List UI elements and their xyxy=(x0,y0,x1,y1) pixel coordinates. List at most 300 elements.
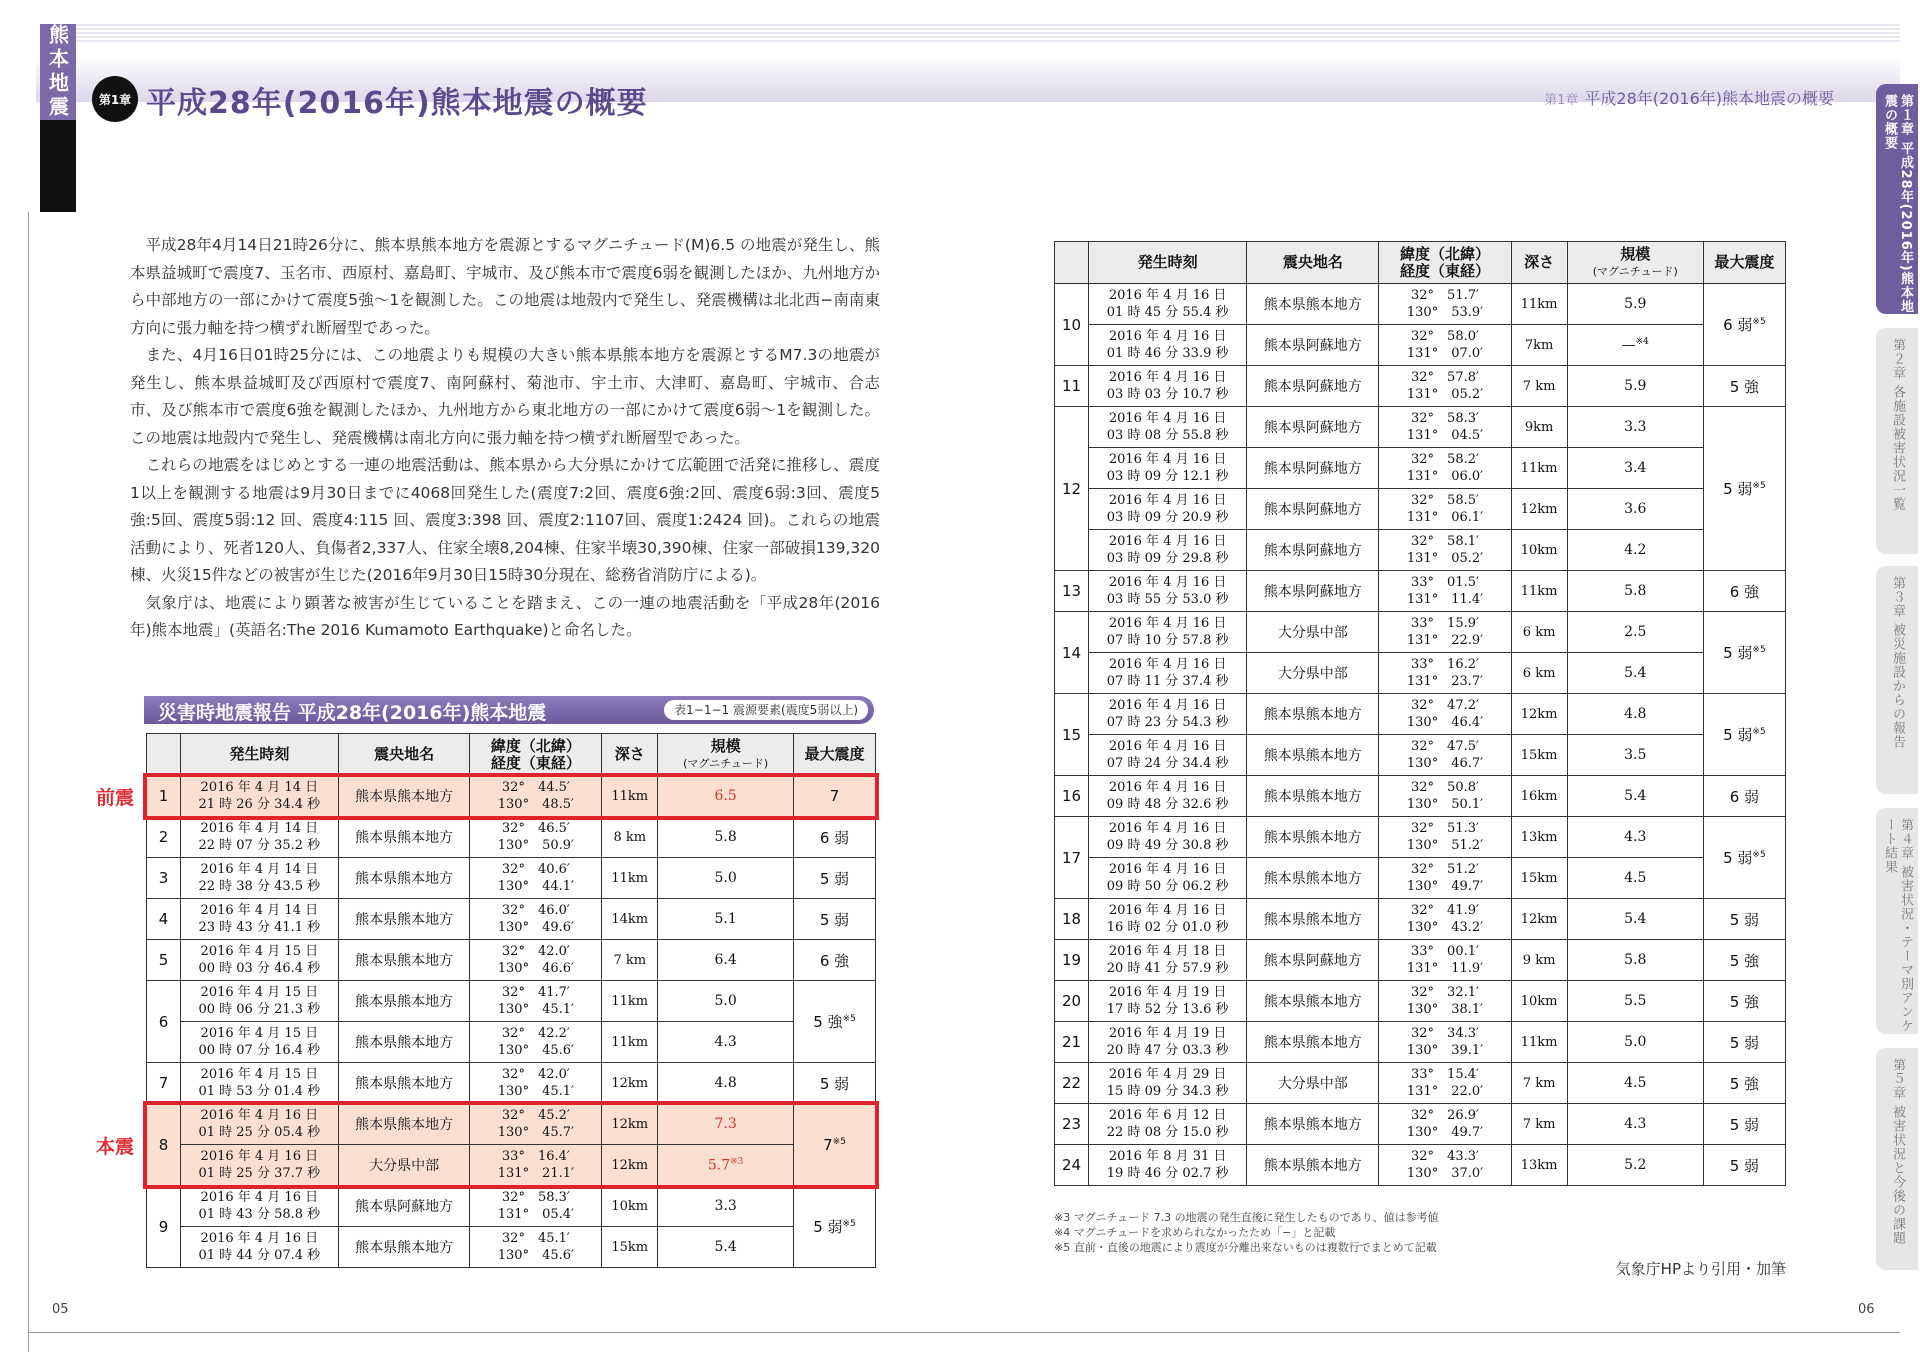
depth-cell: 11km xyxy=(1511,448,1567,489)
col-coord xyxy=(1379,242,1511,284)
intensity-value: 7 xyxy=(823,1135,833,1154)
lat-text: 32° 51.3′ xyxy=(1411,821,1479,836)
coord-cell xyxy=(470,899,602,940)
table-row xyxy=(1055,858,1786,899)
place-cell: 熊本県阿蘇地方 xyxy=(1247,530,1379,571)
lon-text: 131° 23.7′ xyxy=(1406,674,1484,689)
clock-text: 01 時 46 分 33.9 秒 xyxy=(1106,346,1229,361)
depth-cell: 7 km xyxy=(602,940,658,981)
magnitude-cell xyxy=(1567,571,1703,612)
magnitude-cell xyxy=(1567,899,1703,940)
intensity-value: 5 弱 xyxy=(819,910,850,929)
magnitude-value: 3.5 xyxy=(1624,747,1647,763)
earthquake-table-left xyxy=(146,733,876,1268)
col-mag xyxy=(658,734,794,776)
lon-text: 130° 39.1′ xyxy=(1406,1043,1484,1058)
date-text: 2016 年 4 月 16 日 xyxy=(1108,411,1227,426)
date-text: 2016 年 4 月 16 日 xyxy=(1108,329,1227,344)
clock-text: 17 時 52 分 13.6 秒 xyxy=(1106,1002,1229,1017)
magnitude-cell xyxy=(658,899,794,940)
table-banner xyxy=(144,696,874,724)
lon-text: 130° 51.2′ xyxy=(1406,838,1484,853)
magnitude-value: 6.4 xyxy=(714,952,737,968)
clock-text: 00 時 03 分 46.4 秒 xyxy=(198,961,321,976)
date-text: 2016 年 4 月 16 日 xyxy=(1108,657,1227,672)
note-line: ※4 マグニチュードを求められなかったため「−」と記載 xyxy=(1054,1226,1336,1239)
table-row xyxy=(1055,653,1786,694)
magnitude-value: 5.8 xyxy=(714,829,737,845)
lon-text: 130° 46.6′ xyxy=(497,961,574,976)
date-text: 2016 年 4 月 19 日 xyxy=(1108,1026,1227,1041)
chapter-tab-label: 第３章 被災施設からの報告 xyxy=(1890,576,1905,750)
coord-cell xyxy=(470,1186,602,1227)
col-depth: 深さ xyxy=(602,734,658,776)
coord-cell xyxy=(1379,899,1511,940)
intensity-note: ※5 xyxy=(1752,481,1766,491)
table-row xyxy=(147,899,876,940)
clock-text: 01 時 53 分 01.4 秒 xyxy=(198,1084,321,1099)
table-row xyxy=(1055,694,1786,735)
table-row xyxy=(1055,448,1786,489)
table-row xyxy=(147,1022,876,1063)
lat-text: 33° 01.5′ xyxy=(1411,575,1479,590)
lat-text: 33° 15.9′ xyxy=(1411,616,1479,631)
magnitude-value: 5.0 xyxy=(714,993,737,1009)
clock-text: 09 時 50 分 06.2 秒 xyxy=(1106,879,1229,894)
event-number: 13 xyxy=(1055,571,1089,612)
lat-text: 32° 45.2′ xyxy=(501,1108,570,1123)
place-cell: 熊本県阿蘇地方 xyxy=(1247,489,1379,530)
clock-text: 03 時 55 分 53.0 秒 xyxy=(1106,592,1229,607)
place-cell: 大分県中部 xyxy=(1247,1063,1379,1104)
chapter-tab-label: 第５章 被害状況と今後の課題 xyxy=(1890,1058,1905,1246)
intensity-value: 6 弱 xyxy=(819,828,850,847)
clock-text: 07 時 11 分 37.4 秒 xyxy=(1106,674,1229,689)
place-cell: 熊本県阿蘇地方 xyxy=(1247,571,1379,612)
clock-text: 07 時 24 分 34.4 秒 xyxy=(1106,756,1229,771)
time-cell xyxy=(1089,1063,1247,1104)
place-cell: 熊本県熊本地方 xyxy=(1247,1104,1379,1145)
clock-text: 15 時 09 分 34.3 秒 xyxy=(1106,1084,1229,1099)
lat-text: 32° 42.2′ xyxy=(501,1026,570,1041)
lon-text: 130° 46.4′ xyxy=(1406,715,1484,730)
date-text: 2016 年 4 月 14 日 xyxy=(200,862,319,877)
intensity-cell xyxy=(1703,981,1785,1022)
coord-cell xyxy=(1379,1022,1511,1063)
intro-paragraph: これらの地震をはじめとする一連の地震活動は、熊本県から大分県にかけて広範囲で活発に推移し、震度1以上を観測する地震は9月30日までに4068回発生した(震度7:2回、震度6強:2回、震度6弱:3回、震度5強:5回、震度5弱:12 回、震度4:115 回、震度3:398 回、震度2:1107回、震度1:2424 回)。これらの地震活動により、死者120人、負傷者2,337人、住家全壊8,204棟、住家半壊30,390棟、住家一部破損139,320棟、火災15件などの被害が生じた(2016年9月30日15時30分現在、総務省消防庁による)。 xyxy=(130,456,880,584)
intensity-cell xyxy=(794,1104,876,1186)
date-text: 2016 年 4 月 16 日 xyxy=(1108,452,1227,467)
intensity-cell xyxy=(1703,1145,1785,1186)
col-lat: 緯度（北緯） xyxy=(490,736,581,755)
table-row xyxy=(147,940,876,981)
magnitude-cell xyxy=(1567,981,1703,1022)
event-number: 17 xyxy=(1055,817,1089,899)
lat-text: 32° 46.0′ xyxy=(501,903,570,918)
time-cell xyxy=(180,858,338,899)
lon-text: 130° 45.7′ xyxy=(497,1125,574,1140)
clock-text: 03 時 09 分 12.1 秒 xyxy=(1106,469,1229,484)
lon-text: 130° 50.9′ xyxy=(497,838,574,853)
lon-text: 131° 21.1′ xyxy=(497,1166,574,1181)
date-text: 2016 年 4 月 14 日 xyxy=(200,903,319,918)
chapter-tab-1[interactable] xyxy=(1876,84,1918,314)
col-intensity: 最大震度 xyxy=(794,734,876,776)
chapter-tab-2[interactable] xyxy=(1876,328,1918,554)
lon-text: 131° 11.4′ xyxy=(1406,592,1484,607)
table-row xyxy=(1055,1063,1786,1104)
place-cell: 大分県中部 xyxy=(1247,653,1379,694)
place-cell: 熊本県熊本地方 xyxy=(1247,284,1379,325)
magnitude-value: 5.2 xyxy=(1624,1157,1647,1173)
magnitude-cell xyxy=(1567,284,1703,325)
depth-cell: 12km xyxy=(1511,694,1567,735)
depth-cell: 10km xyxy=(1511,530,1567,571)
coord-cell xyxy=(1379,325,1511,366)
clock-text: 23 時 43 分 41.1 秒 xyxy=(198,920,321,935)
col-mag xyxy=(1567,242,1703,284)
intensity-cell xyxy=(794,981,876,1063)
magnitude-cell xyxy=(658,1022,794,1063)
lat-text: 32° 47.5′ xyxy=(1411,739,1479,754)
date-text: 2016 年 4 月 19 日 xyxy=(1108,985,1227,1000)
coord-cell xyxy=(470,817,602,858)
clock-text: 03 時 09 分 20.9 秒 xyxy=(1106,510,1229,525)
lon-text: 131° 11.9′ xyxy=(1406,961,1484,976)
depth-cell: 12km xyxy=(602,1145,658,1186)
lat-text: 32° 51.2′ xyxy=(1411,862,1479,877)
intensity-value: 5 強 xyxy=(1729,377,1760,396)
table-row xyxy=(1055,571,1786,612)
magnitude-value: 5.8 xyxy=(1624,952,1647,968)
earthquake-table-right xyxy=(1054,241,1786,1186)
lon-text: 131° 05.4′ xyxy=(497,1207,574,1222)
running-head xyxy=(1544,86,1834,109)
clock-text: 20 時 47 分 03.3 秒 xyxy=(1106,1043,1229,1058)
lat-text: 32° 41.7′ xyxy=(501,985,570,1000)
time-cell xyxy=(180,776,338,817)
event-number: 9 xyxy=(147,1186,181,1268)
intensity-cell xyxy=(794,899,876,940)
place-cell: 熊本県熊本地方 xyxy=(1247,735,1379,776)
chapter-tab-3[interactable] xyxy=(1876,566,1918,794)
col-mag-label: 規模 xyxy=(1620,244,1651,263)
time-cell xyxy=(1089,776,1247,817)
event-number: 18 xyxy=(1055,899,1089,940)
time-cell xyxy=(1089,899,1247,940)
magnitude-cell xyxy=(658,1104,794,1145)
coord-cell xyxy=(1379,776,1511,817)
depth-cell: 7km xyxy=(1511,325,1567,366)
intensity-cell xyxy=(794,1186,876,1268)
col-place: 震央地名 xyxy=(1247,242,1379,284)
table-row xyxy=(1055,612,1786,653)
clock-text: 22 時 38 分 43.5 秒 xyxy=(198,879,321,894)
lon-text: 130° 45.1′ xyxy=(497,1084,574,1099)
place-cell: 熊本県熊本地方 xyxy=(1247,1145,1379,1186)
lat-text: 32° 40.6′ xyxy=(501,862,570,877)
date-text: 2016 年 4 月 16 日 xyxy=(1108,739,1227,754)
intensity-note: ※5 xyxy=(832,1136,846,1147)
magnitude-value: 4.2 xyxy=(1624,542,1647,558)
intensity-value: 6 強 xyxy=(819,951,850,970)
table-row xyxy=(1055,981,1786,1022)
magnitude-value: 4.5 xyxy=(1624,870,1647,886)
intensity-note: ※5 xyxy=(1752,645,1766,655)
magnitude-value: 5.9 xyxy=(1624,378,1647,394)
date-text: 2016 年 4 月 16 日 xyxy=(200,1231,319,1246)
magnitude-cell xyxy=(1567,407,1703,448)
magnitude-value: 5.4 xyxy=(1624,911,1647,927)
place-cell: 熊本県熊本地方 xyxy=(338,817,470,858)
coord-cell xyxy=(470,1145,602,1186)
depth-cell: 13km xyxy=(1511,1145,1567,1186)
clock-text: 07 時 10 分 57.8 秒 xyxy=(1106,633,1229,648)
event-number: 12 xyxy=(1055,407,1089,571)
lon-text: 130° 49.6′ xyxy=(497,920,574,935)
event-number: 14 xyxy=(1055,612,1089,694)
coord-cell xyxy=(1379,284,1511,325)
depth-cell: 11km xyxy=(1511,1022,1567,1063)
magnitude-cell xyxy=(1567,366,1703,407)
coord-cell xyxy=(1379,981,1511,1022)
clock-text: 07 時 23 分 54.3 秒 xyxy=(1106,715,1229,730)
intensity-value: 5 弱 xyxy=(1723,644,1753,662)
depth-cell: 8 km xyxy=(602,817,658,858)
magnitude-cell xyxy=(1567,489,1703,530)
chapter-tab-label: 第４章 被害状況・テーマ別アンケート結果 xyxy=(1882,818,1913,1034)
time-cell xyxy=(180,940,338,981)
coord-cell xyxy=(470,776,602,817)
table-row xyxy=(147,858,876,899)
date-text: 2016 年 4 月 16 日 xyxy=(1108,493,1227,508)
event-number: 4 xyxy=(147,899,181,940)
time-cell xyxy=(1089,325,1247,366)
time-cell xyxy=(1089,1022,1247,1063)
date-text: 2016 年 4 月 16 日 xyxy=(1108,903,1227,918)
coord-cell xyxy=(1379,1063,1511,1104)
time-cell xyxy=(180,1063,338,1104)
event-number: 1 xyxy=(147,776,181,817)
place-cell: 熊本県阿蘇地方 xyxy=(1247,940,1379,981)
magnitude-cell xyxy=(1567,612,1703,653)
intensity-cell xyxy=(1703,366,1785,407)
lat-text: 32° 58.2′ xyxy=(1411,452,1479,467)
magnitude-cell xyxy=(1567,694,1703,735)
intro-paragraph: 平成28年4月14日21時26分に、熊本県熊本地方を震源とするマグニチュード(M)6.5 の地震が発生し、熊本県益城町で震度7、玉名市、西原村、嘉島町、宇城市、及び熊本市で震度6弱を観測したほか、九州地方から中部地方の一部にかけて震度5強〜1を観測した。この地震は地殻内で発生し、発震機構は北北西−南南東方向に張力軸を持つ横ずれ断層型であった。 xyxy=(130,236,880,337)
lon-text: 130° 44.1′ xyxy=(497,879,574,894)
place-cell: 熊本県熊本地方 xyxy=(1247,899,1379,940)
magnitude-cell xyxy=(1567,1022,1703,1063)
lon-text: 130° 43.2′ xyxy=(1406,920,1484,935)
intensity-cell xyxy=(794,940,876,981)
col-lon: 経度（東経） xyxy=(490,753,581,772)
magnitude-cell xyxy=(658,858,794,899)
lat-text: 32° 34.3′ xyxy=(1411,1026,1479,1041)
lat-text: 33° 00.1′ xyxy=(1411,944,1479,959)
date-text: 2016 年 4 月 16 日 xyxy=(1108,288,1227,303)
place-cell: 熊本県熊本地方 xyxy=(338,1063,470,1104)
place-cell: 熊本県阿蘇地方 xyxy=(338,1186,470,1227)
depth-cell: 9 km xyxy=(1511,940,1567,981)
intensity-value: 5 強 xyxy=(1729,1074,1760,1093)
table-row xyxy=(1055,407,1786,448)
col-mag-sub: (マグニチュード) xyxy=(1592,264,1678,278)
table-row xyxy=(1055,899,1786,940)
intensity-cell xyxy=(794,1063,876,1104)
lon-text: 131° 04.5′ xyxy=(1406,428,1484,443)
magnitude-value: 3.3 xyxy=(714,1198,737,1214)
table-header-row xyxy=(147,734,876,776)
lat-text: 32° 46.5′ xyxy=(501,821,570,836)
clock-text: 01 時 45 分 55.4 秒 xyxy=(1106,305,1229,320)
intensity-value: 5 弱 xyxy=(813,1218,843,1236)
magnitude-cell xyxy=(1567,448,1703,489)
lat-text: 32° 58.5′ xyxy=(1411,493,1479,508)
table-row xyxy=(147,1186,876,1227)
magnitude-value: 2.5 xyxy=(1624,624,1647,640)
event-number: 16 xyxy=(1055,776,1089,817)
place-cell: 熊本県熊本地方 xyxy=(338,1104,470,1145)
table-row xyxy=(147,1145,876,1186)
time-cell xyxy=(180,1104,338,1145)
col-time: 発生時刻 xyxy=(1089,242,1247,284)
col-depth: 深さ xyxy=(1511,242,1567,284)
coord-cell xyxy=(470,940,602,981)
intensity-cell xyxy=(1703,1022,1785,1063)
intensity-note: ※5 xyxy=(1752,850,1766,860)
time-cell xyxy=(180,1186,338,1227)
magnitude-cell xyxy=(658,981,794,1022)
intensity-cell xyxy=(1703,571,1785,612)
mainshock-label: 本震 xyxy=(96,1135,135,1158)
source-credit: 気象庁HPより引用・加筆 xyxy=(1615,1260,1786,1278)
magnitude-value: 5.7 xyxy=(707,1157,731,1174)
lat-text: 32° 32.1′ xyxy=(1411,985,1479,1000)
intensity-note: ※5 xyxy=(1752,727,1766,737)
coord-cell xyxy=(1379,940,1511,981)
depth-cell: 11km xyxy=(602,776,658,817)
table-row xyxy=(1055,325,1786,366)
time-cell xyxy=(1089,448,1247,489)
coord-cell xyxy=(470,858,602,899)
intensity-value: 6 弱 xyxy=(1723,316,1753,334)
date-text: 2016 年 4 月 15 日 xyxy=(200,1026,319,1041)
coord-cell xyxy=(1379,1104,1511,1145)
depth-cell: 11km xyxy=(1511,284,1567,325)
depth-cell: 11km xyxy=(602,858,658,899)
event-number: 22 xyxy=(1055,1063,1089,1104)
event-number: 3 xyxy=(147,858,181,899)
magnitude-value: 5.5 xyxy=(1624,993,1647,1009)
intensity-value: 5 弱 xyxy=(819,1074,850,1093)
intro-paragraph: また、4月16日01時25分には、この地震よりも規模の大きい熊本県熊本地方を震源とするM7.3の地震が発生し、熊本県益城町及び西原村で震度7、南阿蘇村、菊池市、宇土市、大津町、嘉島町、宇城市、合志市、及び熊本市で震度6強を観測したほか、九州地方から東北地方の一部にかけて震度6弱〜1を観測した。この地震は地殻内で発生し、発震機構は南北方向に張力軸を持つ横ずれ断層型であった。 xyxy=(130,346,880,447)
coord-cell xyxy=(1379,407,1511,448)
coord-cell xyxy=(1379,817,1511,858)
place-cell: 熊本県阿蘇地方 xyxy=(1247,366,1379,407)
place-cell: 熊本県熊本地方 xyxy=(1247,858,1379,899)
spine-block xyxy=(40,120,76,212)
time-cell xyxy=(1089,284,1247,325)
date-text: 2016 年 4 月 15 日 xyxy=(200,985,319,1000)
time-cell xyxy=(1089,735,1247,776)
place-cell: 熊本県熊本地方 xyxy=(1247,981,1379,1022)
depth-cell: 9km xyxy=(1511,407,1567,448)
table-row xyxy=(1055,776,1786,817)
magnitude-cell xyxy=(1567,817,1703,858)
event-number: 10 xyxy=(1055,284,1089,366)
intensity-note: ※5 xyxy=(842,1219,856,1229)
intensity-value: 7 xyxy=(829,787,840,805)
table-row xyxy=(1055,366,1786,407)
coord-cell xyxy=(1379,694,1511,735)
intensity-cell xyxy=(1703,1104,1785,1145)
lat-text: 33° 16.4′ xyxy=(501,1149,570,1164)
event-number: 8 xyxy=(147,1104,181,1186)
intensity-value: 5 強 xyxy=(1729,951,1760,970)
lat-text: 32° 58.1′ xyxy=(1411,534,1479,549)
intensity-cell xyxy=(1703,899,1785,940)
place-cell: 熊本県阿蘇地方 xyxy=(1247,325,1379,366)
table-caption: 表1−1−1 震源要素(震度5弱以上) xyxy=(664,700,868,720)
chapter-tab-4[interactable] xyxy=(1876,808,1918,1034)
lat-text: 32° 58.0′ xyxy=(1411,329,1479,344)
magnitude-value: 6.5 xyxy=(714,788,737,804)
depth-cell: 12km xyxy=(602,1104,658,1145)
event-number: 20 xyxy=(1055,981,1089,1022)
coord-cell xyxy=(470,1063,602,1104)
depth-cell: 11km xyxy=(602,1022,658,1063)
place-cell: 熊本県熊本地方 xyxy=(338,1227,470,1268)
table-header-row xyxy=(1055,242,1786,284)
clock-text: 00 時 06 分 21.3 秒 xyxy=(198,1002,321,1017)
intensity-cell xyxy=(1703,776,1785,817)
lat-text: 32° 47.2′ xyxy=(1411,698,1479,713)
lat-text: 32° 42.0′ xyxy=(501,944,570,959)
col-no xyxy=(1055,242,1089,284)
chapter-tab-label: 第２章 各施設被害状況一覧 xyxy=(1890,338,1905,512)
chapter-tab-5[interactable] xyxy=(1876,1048,1918,1270)
event-number: 15 xyxy=(1055,694,1089,776)
magnitude-value: 5.0 xyxy=(1624,1034,1647,1050)
date-text: 2016 年 4 月 15 日 xyxy=(200,944,319,959)
col-lat: 緯度（北緯） xyxy=(1399,244,1490,263)
coord-cell xyxy=(1379,1145,1511,1186)
event-number: 2 xyxy=(147,817,181,858)
lat-text: 32° 44.5′ xyxy=(501,780,570,795)
lon-text: 130° 50.1′ xyxy=(1406,797,1484,812)
lon-text: 131° 06.1′ xyxy=(1406,510,1484,525)
date-text: 2016 年 4 月 16 日 xyxy=(200,1190,319,1205)
table-row xyxy=(147,1227,876,1268)
time-cell xyxy=(1089,694,1247,735)
place-cell: 熊本県熊本地方 xyxy=(338,940,470,981)
coord-cell xyxy=(1379,366,1511,407)
time-cell xyxy=(1089,407,1247,448)
magnitude-cell xyxy=(1567,530,1703,571)
lat-text: 33° 16.2′ xyxy=(1411,657,1479,672)
lat-text: 32° 50.8′ xyxy=(1411,780,1479,795)
date-text: 2016 年 4 月 14 日 xyxy=(200,780,319,795)
magnitude-value: 5.4 xyxy=(1624,665,1647,681)
depth-cell: 6 km xyxy=(1511,653,1567,694)
intensity-cell xyxy=(794,776,876,817)
coord-cell xyxy=(1379,612,1511,653)
depth-cell: 12km xyxy=(1511,489,1567,530)
magnitude-cell xyxy=(658,776,794,817)
foreshock-label: 前震 xyxy=(96,787,135,809)
clock-text: 03 時 09 分 29.8 秒 xyxy=(1106,551,1229,566)
